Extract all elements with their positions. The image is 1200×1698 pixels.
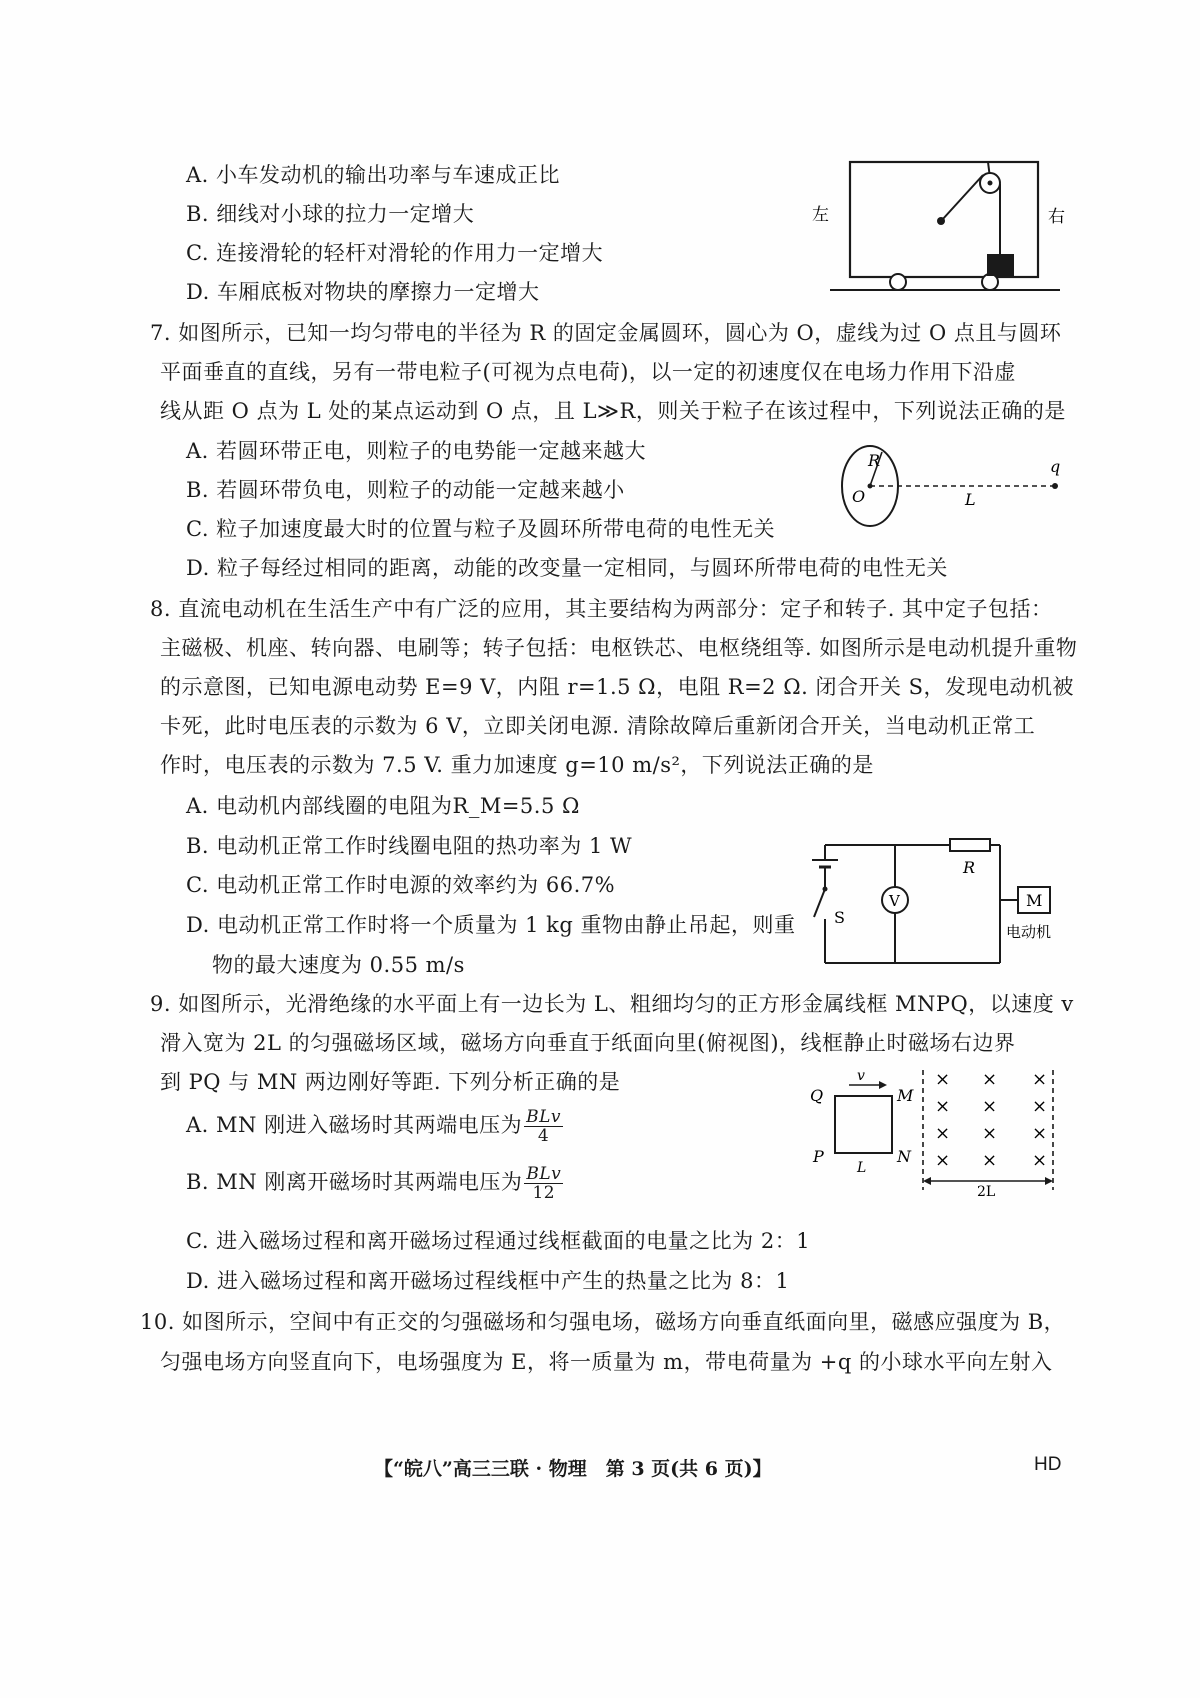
q6-option-d: D. 车厢底板对物块的摩擦力一定增大 bbox=[186, 280, 540, 304]
q8-option-d-line2: 物的最大速度为 0.55 m/s bbox=[212, 953, 465, 977]
q7-option-b: B. 若圆环带负电，则粒子的动能一定越来越小 bbox=[186, 478, 625, 502]
q7-option-d: D. 粒子每经过相同的距离，动能的改变量一定相同，与圆环所带电荷的电性无关 bbox=[186, 556, 948, 580]
q8-stem-line1: 8. 直流电动机在生活生产中有广泛的应用，其主要结构为两部分：定子和转子. 其中定子包括： bbox=[150, 597, 1053, 621]
q9-stem-line1: 9. 如图所示，光滑绝缘的水平面上有一边长为 L、粗细均匀的正方形金属线框 MNPQ，以速度 v bbox=[150, 992, 1074, 1016]
q9-option-b-numerator: BLv bbox=[526, 1164, 562, 1184]
field-cross: × bbox=[982, 1096, 998, 1117]
field-cross: × bbox=[935, 1150, 951, 1171]
figure-carriage bbox=[812, 150, 1070, 300]
q7-stem-line1: 7. 如图所示，已知一均匀带电的半径为 R 的固定金属圆环，圆心为 O，虚线为过 O 点且与圆环 bbox=[150, 321, 1062, 345]
figure-circuit bbox=[800, 825, 1070, 970]
fig6-right-label: 右 bbox=[1048, 207, 1065, 227]
fig9-P-label: P bbox=[813, 1147, 824, 1166]
q8-stem-line5: 作时，电压表的示数为 7.5 V. 重力加速度 g=10 m/s²，下列说法正确的是 bbox=[160, 753, 874, 777]
figure-magnetic-field bbox=[805, 1068, 1080, 1200]
field-cross: × bbox=[1032, 1069, 1048, 1090]
fig8-R-label: R bbox=[963, 858, 976, 877]
q9-option-a-text: A. MN 刚进入磁场时其两端电压为 bbox=[186, 1113, 523, 1137]
q9-option-b-denominator: 12 bbox=[532, 1183, 556, 1203]
field-cross: × bbox=[935, 1069, 951, 1090]
q8-option-d-line1: D. 电动机正常工作时将一个质量为 1 kg 重物由静止吊起，则重 bbox=[186, 913, 796, 937]
q9-stem-line3: 到 PQ 与 MN 两边刚好等距. 下列分析正确的是 bbox=[160, 1070, 621, 1094]
q8-option-a: A. 电动机内部线圈的电阻为R_M=5.5 Ω bbox=[186, 794, 580, 818]
fig9-width-label: 2L bbox=[977, 1184, 996, 1200]
fig9-M-label: M bbox=[897, 1086, 914, 1105]
q9-option-b-text: B. MN 刚离开磁场时其两端电压为 bbox=[186, 1170, 523, 1194]
fig7-L-label: L bbox=[965, 490, 976, 509]
q6-option-b: B. 细线对小球的拉力一定增大 bbox=[186, 202, 475, 226]
q10-stem-line1: 10. 如图所示，空间中有正交的匀强磁场和匀强电场，磁场方向垂直纸面向里，磁感应强度为 B， bbox=[140, 1310, 1066, 1334]
field-cross: × bbox=[1032, 1123, 1048, 1144]
fig9-L-label: L bbox=[857, 1160, 867, 1176]
q6-option-c: C. 连接滑轮的轻杆对滑轮的作用力一定增大 bbox=[186, 241, 604, 265]
field-cross: × bbox=[982, 1123, 998, 1144]
q9-option-b bbox=[186, 1165, 563, 1202]
fig8-voltmeter-label: V bbox=[889, 892, 900, 910]
footer-code: HD bbox=[1034, 1454, 1062, 1475]
fig9-v-label: v bbox=[857, 1068, 865, 1084]
fig8-motor-label: 电动机 bbox=[1006, 923, 1052, 941]
field-cross: × bbox=[1032, 1096, 1048, 1117]
q8-stem-line4: 卡死，此时电压表的示数为 6 V，立即关闭电源. 清除故障后重新闭合开关，当电动机正常工 bbox=[160, 714, 1036, 738]
q8-stem-line3: 的示意图，已知电源电动势 E=9 V，内阻 r=1.5 Ω，电阻 R=2 Ω. 闭合开关 S，发现电动机被 bbox=[160, 675, 1075, 699]
fig7-O-label: O bbox=[852, 487, 866, 506]
q6-option-a: A. 小车发动机的输出功率与车速成正比 bbox=[186, 163, 561, 187]
field-cross: × bbox=[982, 1150, 998, 1171]
fig6-left-label: 左 bbox=[812, 205, 829, 225]
field-cross: × bbox=[1032, 1150, 1048, 1171]
q9-option-a-denominator: 4 bbox=[537, 1126, 550, 1146]
fig7-q-label: q bbox=[1050, 457, 1061, 476]
page-footer: 【“皖八”高三三联 · 物理 第 3 页(共 6 页)】 bbox=[374, 1458, 772, 1480]
q8-stem-line2: 主磁极、机座、转向器、电刷等；转子包括：电枢铁芯、电枢绕组等. 如图所示是电动机提升重物 bbox=[160, 636, 1078, 660]
q8-option-c: C. 电动机正常工作时电源的效率约为 66.7% bbox=[186, 873, 616, 897]
fig8-M-label: M bbox=[1026, 891, 1043, 910]
q10-stem-line2: 匀强电场方向竖直向下，电场强度为 E，将一质量为 m，带电荷量为 +q 的小球水平向左射入 bbox=[160, 1350, 1053, 1374]
q7-option-a: A. 若圆环带正电，则粒子的电势能一定越来越大 bbox=[186, 439, 647, 463]
q7-option-c: C. 粒子加速度最大时的位置与粒子及圆环所带电荷的电性无关 bbox=[186, 517, 776, 541]
q9-option-a bbox=[186, 1108, 563, 1145]
q9-option-a-fraction bbox=[524, 1108, 563, 1145]
q7-stem-line2: 平面垂直的直线，另有一带电粒子(可视为点电荷)，以一定的初速度仅在电场力作用下沿虚 bbox=[160, 360, 1016, 384]
figure-ring bbox=[840, 430, 1065, 540]
q9-option-a-numerator: BLv bbox=[526, 1107, 561, 1127]
field-crosses bbox=[935, 1069, 1047, 1171]
q7-stem-line3: 线从距 O 点为 L 处的某点运动到 O 点，且 L≫R，则关于粒子在该过程中，下列说法正确的是 bbox=[160, 399, 1066, 423]
q8-option-b: B. 电动机正常工作时线圈电阻的热功率为 1 W bbox=[186, 834, 633, 858]
fig9-N-label: N bbox=[897, 1147, 911, 1166]
fig9-Q-label: Q bbox=[810, 1086, 824, 1105]
q9-option-c: C. 进入磁场过程和离开磁场过程通过线框截面的电量之比为 2：1 bbox=[186, 1229, 811, 1253]
field-cross: × bbox=[935, 1123, 951, 1144]
fig7-R-label: R bbox=[868, 451, 881, 470]
q9-stem-line2: 滑入宽为 2L 的匀强磁场区域，磁场方向垂直于纸面向里(俯视图)，线框静止时磁场右边界 bbox=[160, 1031, 1016, 1055]
field-cross: × bbox=[982, 1069, 998, 1090]
fig8-S-label: S bbox=[834, 908, 845, 927]
q9-option-b-fraction bbox=[524, 1165, 563, 1202]
field-cross: × bbox=[935, 1096, 951, 1117]
q9-option-d: D. 进入磁场过程和离开磁场过程线框中产生的热量之比为 8：1 bbox=[186, 1269, 790, 1293]
